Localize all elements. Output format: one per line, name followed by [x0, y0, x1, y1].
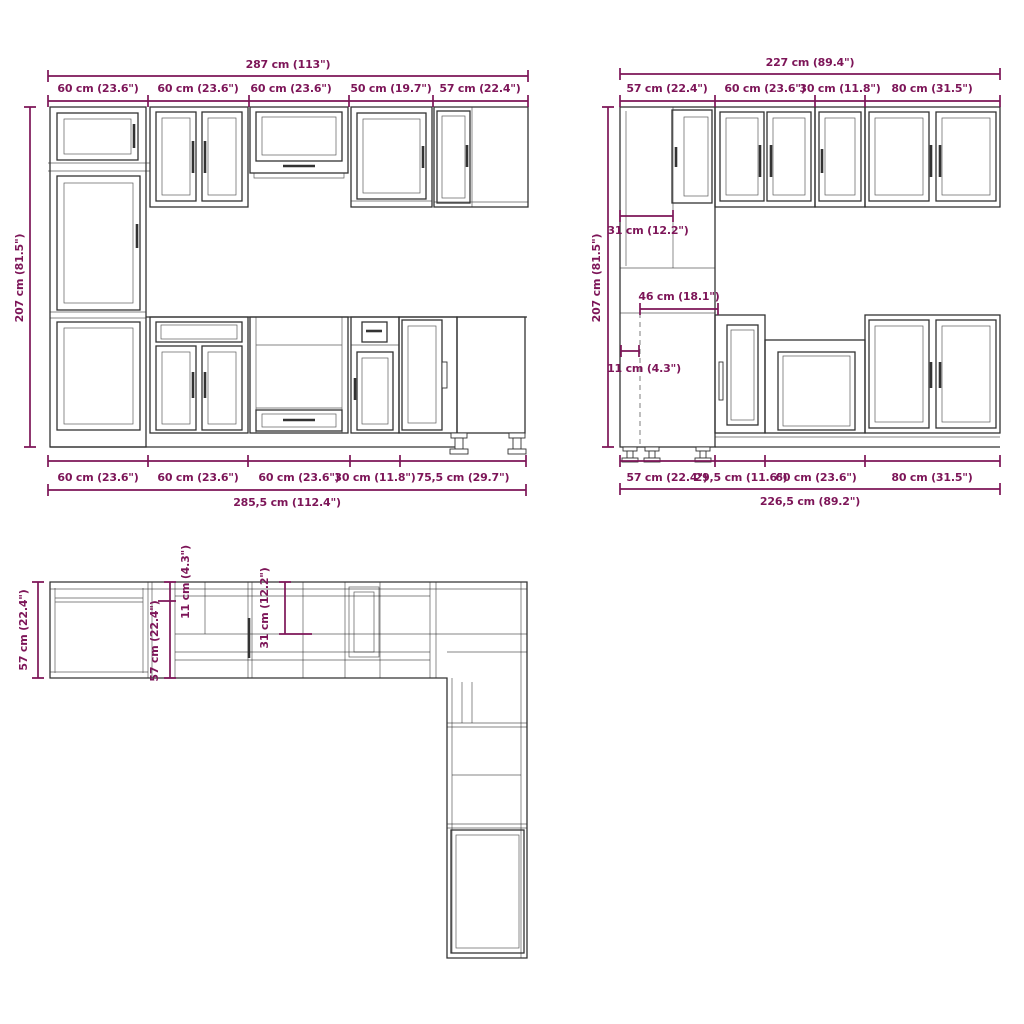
plan-side-run [447, 582, 527, 958]
door-handle [193, 372, 205, 398]
dim-label: 31 cm (12.2") [258, 567, 271, 649]
door-handle [719, 362, 723, 400]
door-handle [760, 145, 771, 177]
dim-label: 60 cm (23.6") [775, 471, 857, 484]
dim-label: 60 cm (23.6") [250, 82, 332, 95]
door-handle [442, 362, 447, 388]
tall-cabinet [48, 107, 150, 447]
dimension-line [48, 484, 526, 496]
dim-label: 57 cm (22.4") [626, 82, 708, 95]
dim-label: 287 cm (113") [245, 58, 331, 71]
dim-label: 60 cm (23.6") [57, 82, 139, 95]
dim-label: 60 cm (23.6") [258, 471, 340, 484]
adjustable-foot [695, 447, 711, 462]
wall-cabinet-double-door [715, 107, 815, 207]
dimension-line [602, 107, 614, 447]
dimension-line [620, 95, 1000, 107]
plan-top-run [50, 582, 527, 678]
dim-label: 11 cm (4.3") [607, 362, 681, 375]
wall-cabinet-double-door [150, 107, 248, 207]
dim-label: 207 cm (81.5") [590, 233, 603, 323]
front-elevation-right [590, 56, 1000, 508]
dimension-line [620, 68, 1000, 80]
base-cabinet-narrow [351, 317, 399, 433]
adjustable-foot [644, 447, 660, 462]
dim-label: 30 cm (11.8") [799, 82, 881, 95]
dim-label: 60 cm (23.6") [724, 82, 806, 95]
dimension-line [32, 582, 44, 678]
dim-label: 57 cm (22.4") [626, 471, 708, 484]
dim-label: 80 cm (31.5") [891, 82, 973, 95]
dim-label: 227 cm (89.4") [765, 56, 855, 69]
dimensions-front-right [590, 56, 1000, 508]
dimensions-plan [17, 545, 312, 682]
dimension-line [620, 483, 1000, 495]
dim-label: 46 cm (18.1") [638, 290, 720, 303]
base-cabinet-narrow [715, 315, 765, 433]
wall-corner-cabinet [434, 107, 528, 207]
dim-label: 80 cm (31.5") [891, 471, 973, 484]
base-cabinet-wide-double-door [865, 315, 1000, 433]
adjustable-foot [508, 433, 526, 454]
dim-label: 50 cm (19.7") [350, 82, 432, 95]
dim-label: 57 cm (22.4") [148, 600, 161, 682]
dim-label: 226,5 cm (89.2") [759, 495, 861, 508]
dim-label: 75,5 cm (29.7") [416, 471, 510, 484]
dim-label: 207 cm (81.5") [13, 233, 26, 323]
tall-corner-cabinet [620, 107, 715, 447]
plan-view [17, 545, 527, 958]
dimension-line [620, 210, 673, 222]
base-cabinet-oven-housing [250, 317, 348, 433]
adjustable-foot [450, 433, 468, 454]
base-cabinet-drawer-two-doors [150, 317, 248, 433]
dimension-line [620, 455, 1000, 467]
dimension-line [164, 582, 176, 678]
dimension-line [48, 70, 528, 82]
base-corner-cabinet [399, 317, 525, 433]
dimensions-front-left [13, 58, 528, 509]
dim-label: 57 cm (22.4") [17, 589, 30, 671]
wall-cabinet-wide-double-door [865, 107, 1000, 207]
dim-label: 60 cm (23.6") [157, 82, 239, 95]
dim-label: 29,5 cm (11.6") [694, 471, 788, 484]
dim-label: 285,5 cm (112.4") [233, 496, 341, 509]
dimension-line [48, 95, 528, 107]
dimension-line [48, 455, 526, 467]
dim-label: 11 cm (4.3") [179, 545, 192, 619]
door-handle [193, 141, 205, 173]
plan-outline [50, 582, 527, 958]
wall-cabinet-narrow [815, 107, 865, 207]
dim-label: 31 cm (12.2") [607, 224, 689, 237]
dimension-line [621, 345, 639, 357]
dimension-line [279, 582, 312, 634]
dim-label: 60 cm (23.6") [157, 471, 239, 484]
dim-label: 57 cm (22.4") [439, 82, 521, 95]
wall-cabinet-flip-up [250, 107, 348, 178]
wall-cabinet-single-door [351, 107, 432, 207]
front-elevation-left [13, 58, 528, 509]
base-cabinet-corner-return [765, 340, 865, 433]
adjustable-foot [622, 447, 638, 462]
dim-label: 60 cm (23.6") [57, 471, 139, 484]
dim-label: 30 cm (11.8") [334, 471, 416, 484]
